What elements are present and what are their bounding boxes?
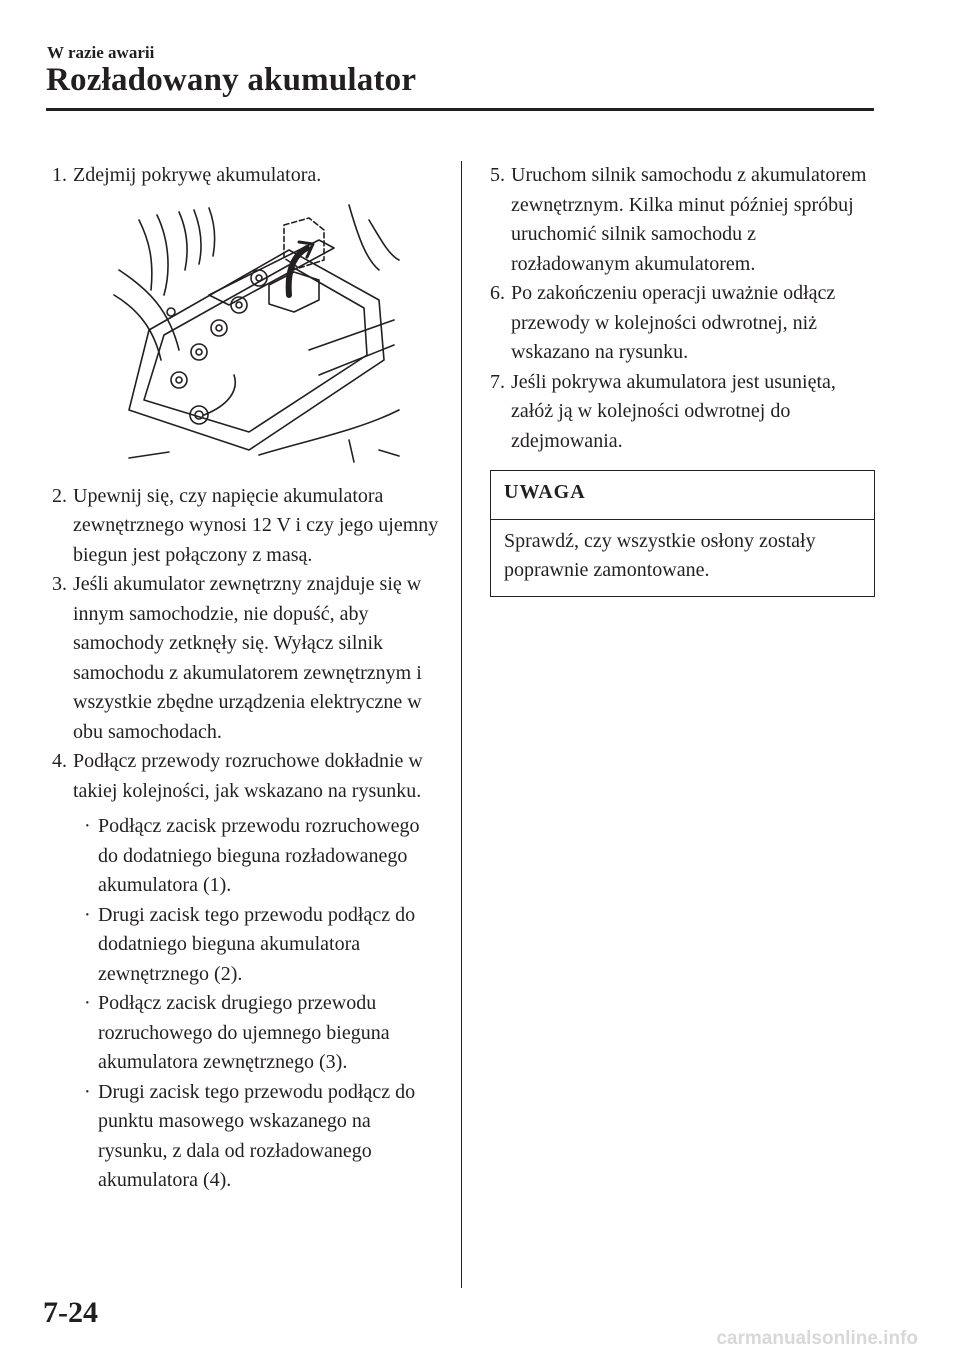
bullet-item	[73, 1078, 444, 1196]
step-number: 6.	[490, 282, 505, 304]
step-4-bullets	[73, 812, 444, 1196]
note-heading: UWAGA	[491, 471, 874, 520]
step-7	[490, 368, 876, 457]
left-column	[52, 161, 444, 1196]
bullet-dot: ·	[84, 1080, 91, 1103]
step-text: Po zakończeniu operacji uważnie odłącz przewody w kolejności odwrotnej, niż wskazano na rysunku.	[511, 282, 836, 363]
step-number: 1.	[52, 164, 67, 186]
note-text: Sprawdź, czy wszystkie osłony zostały poprawnie zamontowane.	[504, 529, 816, 581]
step-text: Jeśli akumulator zewnętrzny znajduje się w innym samochodzie, nie dopuść, aby samochody zetknęły się. Wyłącz silnik samochodu z akumulatorem zewnętrznym i wszystkie zbędne urządzenia elektryczne w obu samochodach.	[73, 573, 422, 743]
step-1	[52, 161, 444, 191]
step-2	[52, 482, 444, 571]
right-column	[490, 161, 876, 597]
step-6	[490, 279, 876, 368]
bullet-text: Drugi zacisk tego przewodu podłącz do dodatniego bieguna akumulatora zewnętrznego (2).	[98, 903, 416, 985]
column-divider	[461, 161, 462, 1288]
step-number: 3.	[52, 573, 67, 595]
step-text: Uruchom silnik samochodu z akumulatorem zewnętrznym. Kilka minut później spróbuj uruchomić silnik samochodu z rozładowanym akumulatorem.	[511, 164, 867, 275]
bullet-dot: ·	[84, 992, 91, 1014]
bullet-text: Podłącz zacisk drugiego przewodu rozruchowego do ujemnego bieguna akumulatora zewnętrznego (3).	[98, 992, 390, 1073]
step-text: Podłącz przewody rozruchowe dokładnie w takiej kolejności, jak wskazano na rysunku.	[73, 750, 423, 802]
step-5	[490, 161, 876, 279]
note-box	[490, 470, 875, 597]
step-text: Jeśli pokrywa akumulatora jest usunięta, załóż ją w kolejności odwrotnej do zdejmowania.	[511, 370, 836, 452]
bullet-text: Drugi zacisk tego przewodu podłącz do punktu masowego wskazanego na rysunku, z dala od rozładowanego akumulatora (4).	[98, 1080, 416, 1191]
step-text: Zdejmij pokrywę akumulatora.	[73, 164, 322, 186]
step-number: 4.	[52, 750, 67, 772]
title-rule	[46, 108, 874, 111]
step-text: Upewnij się, czy napięcie akumulatora zewnętrznego wynosi 12 V i czy jego ujemny biegun jest połączony z masą.	[73, 484, 439, 566]
page-number: 7-24	[43, 1296, 98, 1329]
bullet-item	[73, 812, 444, 901]
battery-cover-removal-illustration	[109, 200, 401, 470]
bullet-dot: ·	[84, 815, 91, 837]
page-title: Rozładowany akumulator	[46, 62, 417, 98]
battery-illustration-icon	[109, 200, 401, 470]
section-label: W razie awarii	[47, 43, 155, 62]
step-3	[52, 570, 444, 747]
bullet-item	[73, 901, 444, 990]
bullet-dot: ·	[84, 903, 91, 926]
step-number: 2.	[52, 484, 67, 507]
bullet-text: Podłącz zacisk przewodu rozruchowego do dodatniego bieguna rozładowanego akumulatora (1).	[98, 815, 420, 896]
step-number: 5.	[490, 164, 505, 186]
bullet-item	[73, 989, 444, 1078]
step-4	[52, 747, 444, 806]
step-number: 7.	[490, 370, 505, 393]
watermark: carmanualsonline.info	[716, 1328, 918, 1349]
